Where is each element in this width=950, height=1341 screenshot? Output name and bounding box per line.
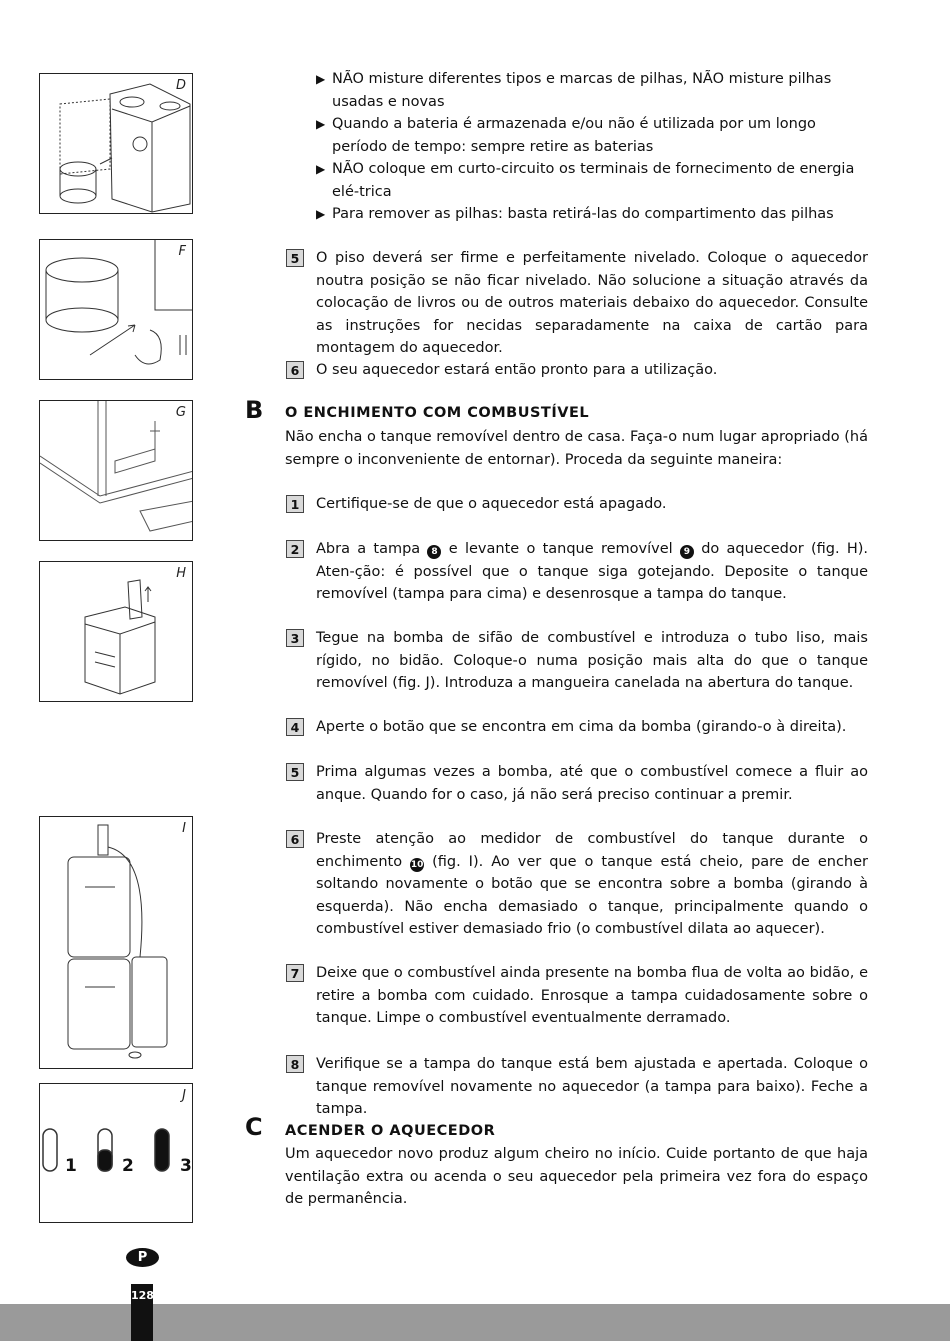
figure-label: D [175,78,186,93]
section-intro: Não encha o tanque removível dentro de casa. Faça-o num lugar apropriado (há sempre o inconveniente de entornar). Proceda da seguinte maneira: [285,429,868,468]
step-b2 [286,538,868,606]
step-number: 3 [286,629,304,647]
section-letter: C [245,1113,263,1141]
step-a6 [286,359,868,382]
figure-label: G [175,405,186,420]
tank-removal-illustration [40,562,193,702]
arrow-icon: ▶ [316,207,326,221]
refill-pump-illustration [40,817,193,1069]
arrow-icon: ▶ [316,117,326,131]
step-b1 [286,493,868,516]
step-b7 [286,962,868,1030]
figure-d [39,73,193,214]
step-number: 7 [286,964,304,982]
gauge-level-2: 2 [122,1156,134,1176]
section-letter: B [245,396,264,424]
section-title: O ENCHIMENTO COM COMBUSTÍVEL [285,405,590,421]
figure-f [39,239,193,380]
fuel-gauge-illustration [40,1084,193,1223]
gauge-level-1: 1 [65,1156,77,1176]
step-a5 [286,247,868,360]
step-text: Certifique-se de que o aquecedor está apagado. [316,496,667,512]
figure-label: J [182,1088,186,1103]
arrow-icon: ▶ [316,162,326,176]
step-number: 6 [286,830,304,848]
part-number-badge: 8 [427,545,441,559]
step-number: 5 [286,763,304,781]
step-text: Abra a tampa 8 e levante o tanque removível 9 do aquecedor (fig. H). Aten-ção: é possível que o tanque siga gotejando. Deposite o tanque removível (tampa para cima) e desenrosque a tampa do tanque. [316,541,869,602]
list-item: ▶ Para remover as pilhas: basta retirá-las do compartimento das pilhas [316,203,868,226]
step-text: Aperte o botão que se encontra em cima da bomba (girando-o à direita). [316,719,847,735]
step-b8 [286,1053,868,1121]
list-item: ▶ NÃO coloque em curto-circuito os terminais de fornecimento de energia elé-trica [316,158,868,203]
step-number: 4 [286,718,304,736]
step-text: O piso deverá ser firme e perfeitamente nivelado. Coloque o aquecedor noutra posição se não ficar nivelado. Não solucione a situação através da colocação de livros ou de outros materiais debaixo do aquecedor. Consulte as instruções for necidas separadamente na caixa de cartão para montagem do aquecedor. [316,250,868,356]
heater-base-illustration [40,401,193,541]
figure-g [39,400,193,541]
heater-battery-illustration [40,74,193,214]
step-text: Prima algumas vezes a bomba, até que o combustível comece a fluir ao anque. Quando for o caso, já não será preciso continuar a premir. [316,764,868,803]
figure-i [39,816,193,1069]
page-number: 128 [131,1289,154,1302]
arrow-icon: ▶ [316,72,326,86]
step-text: Preste atenção ao medidor de combustível do tanque durante o enchimento 10 (fig. I). Ao ver que o tanque está cheio, pare de encher soltando novamente o botão que se encontra sobre a bomba (girando à esquerda). Não encha demasiado o tanque, principalmente quando o combustível estiver demasiado frio (o combustível dilata ao aquecer). [316,831,868,937]
list-item: ▶ Quando a bateria é armazenada e/ou não é utilizada por um longo período de tempo: sempre retire as baterias [316,113,868,158]
part-number-badge: 10 [410,859,424,870]
step-b4 [286,716,868,739]
gauge-level-3: 3 [180,1156,192,1176]
figure-label: I [182,821,186,836]
step-b5 [286,761,868,806]
part-number-badge: 9 [680,545,694,559]
step-text: Verifique se a tampa do tanque está bem ajustada e apertada. Coloque o tanque removível novamente no aquecedor (a tampa para baixo). Feche a tampa. [316,1056,868,1117]
section-intro: Um aquecedor novo produz algum cheiro no início. Cuide portanto de que haja ventilação extra ou acenda o seu aquecedor pela primeira vez fora do espaço de permanência. [285,1146,868,1207]
figure-label: H [176,566,186,581]
heater-leveling-illustration [40,240,193,380]
step-number: 6 [286,361,304,379]
language-badge: P [126,1248,159,1267]
section-title: ACENDER O AQUECEDOR [285,1123,496,1139]
step-number: 8 [286,1055,304,1073]
figure-h [39,561,193,702]
step-number: 1 [286,495,304,513]
step-text: O seu aquecedor estará então pronto para a utilização. [316,362,718,378]
step-text: Deixe que o combustível ainda presente na bomba flua de volta ao bidão, e retire a bomba com cuidado. Enrosque a tampa cuidadosamente sobre o tanque. Limpe o combustível eventualmente derramado. [316,965,868,1026]
step-b3 [286,627,868,695]
step-number: 5 [286,249,304,267]
figure-label: F [178,244,186,259]
list-item: ▶ NÃO misture diferentes tipos e marcas de pilhas, NÃO misture pilhas usadas e novas [316,68,868,113]
step-b6 [286,828,868,941]
step-number: 2 [286,540,304,558]
step-text: Tegue na bomba de sifão de combustível e introduza o tubo liso, mais rígido, no bidão. Coloque-o numa posição mais alta do que o tanque removível (fig. J). Introduza a mangueira canelada na abertura do tanque. [316,630,868,691]
figure-j [39,1083,193,1223]
battery-warnings [316,68,868,226]
